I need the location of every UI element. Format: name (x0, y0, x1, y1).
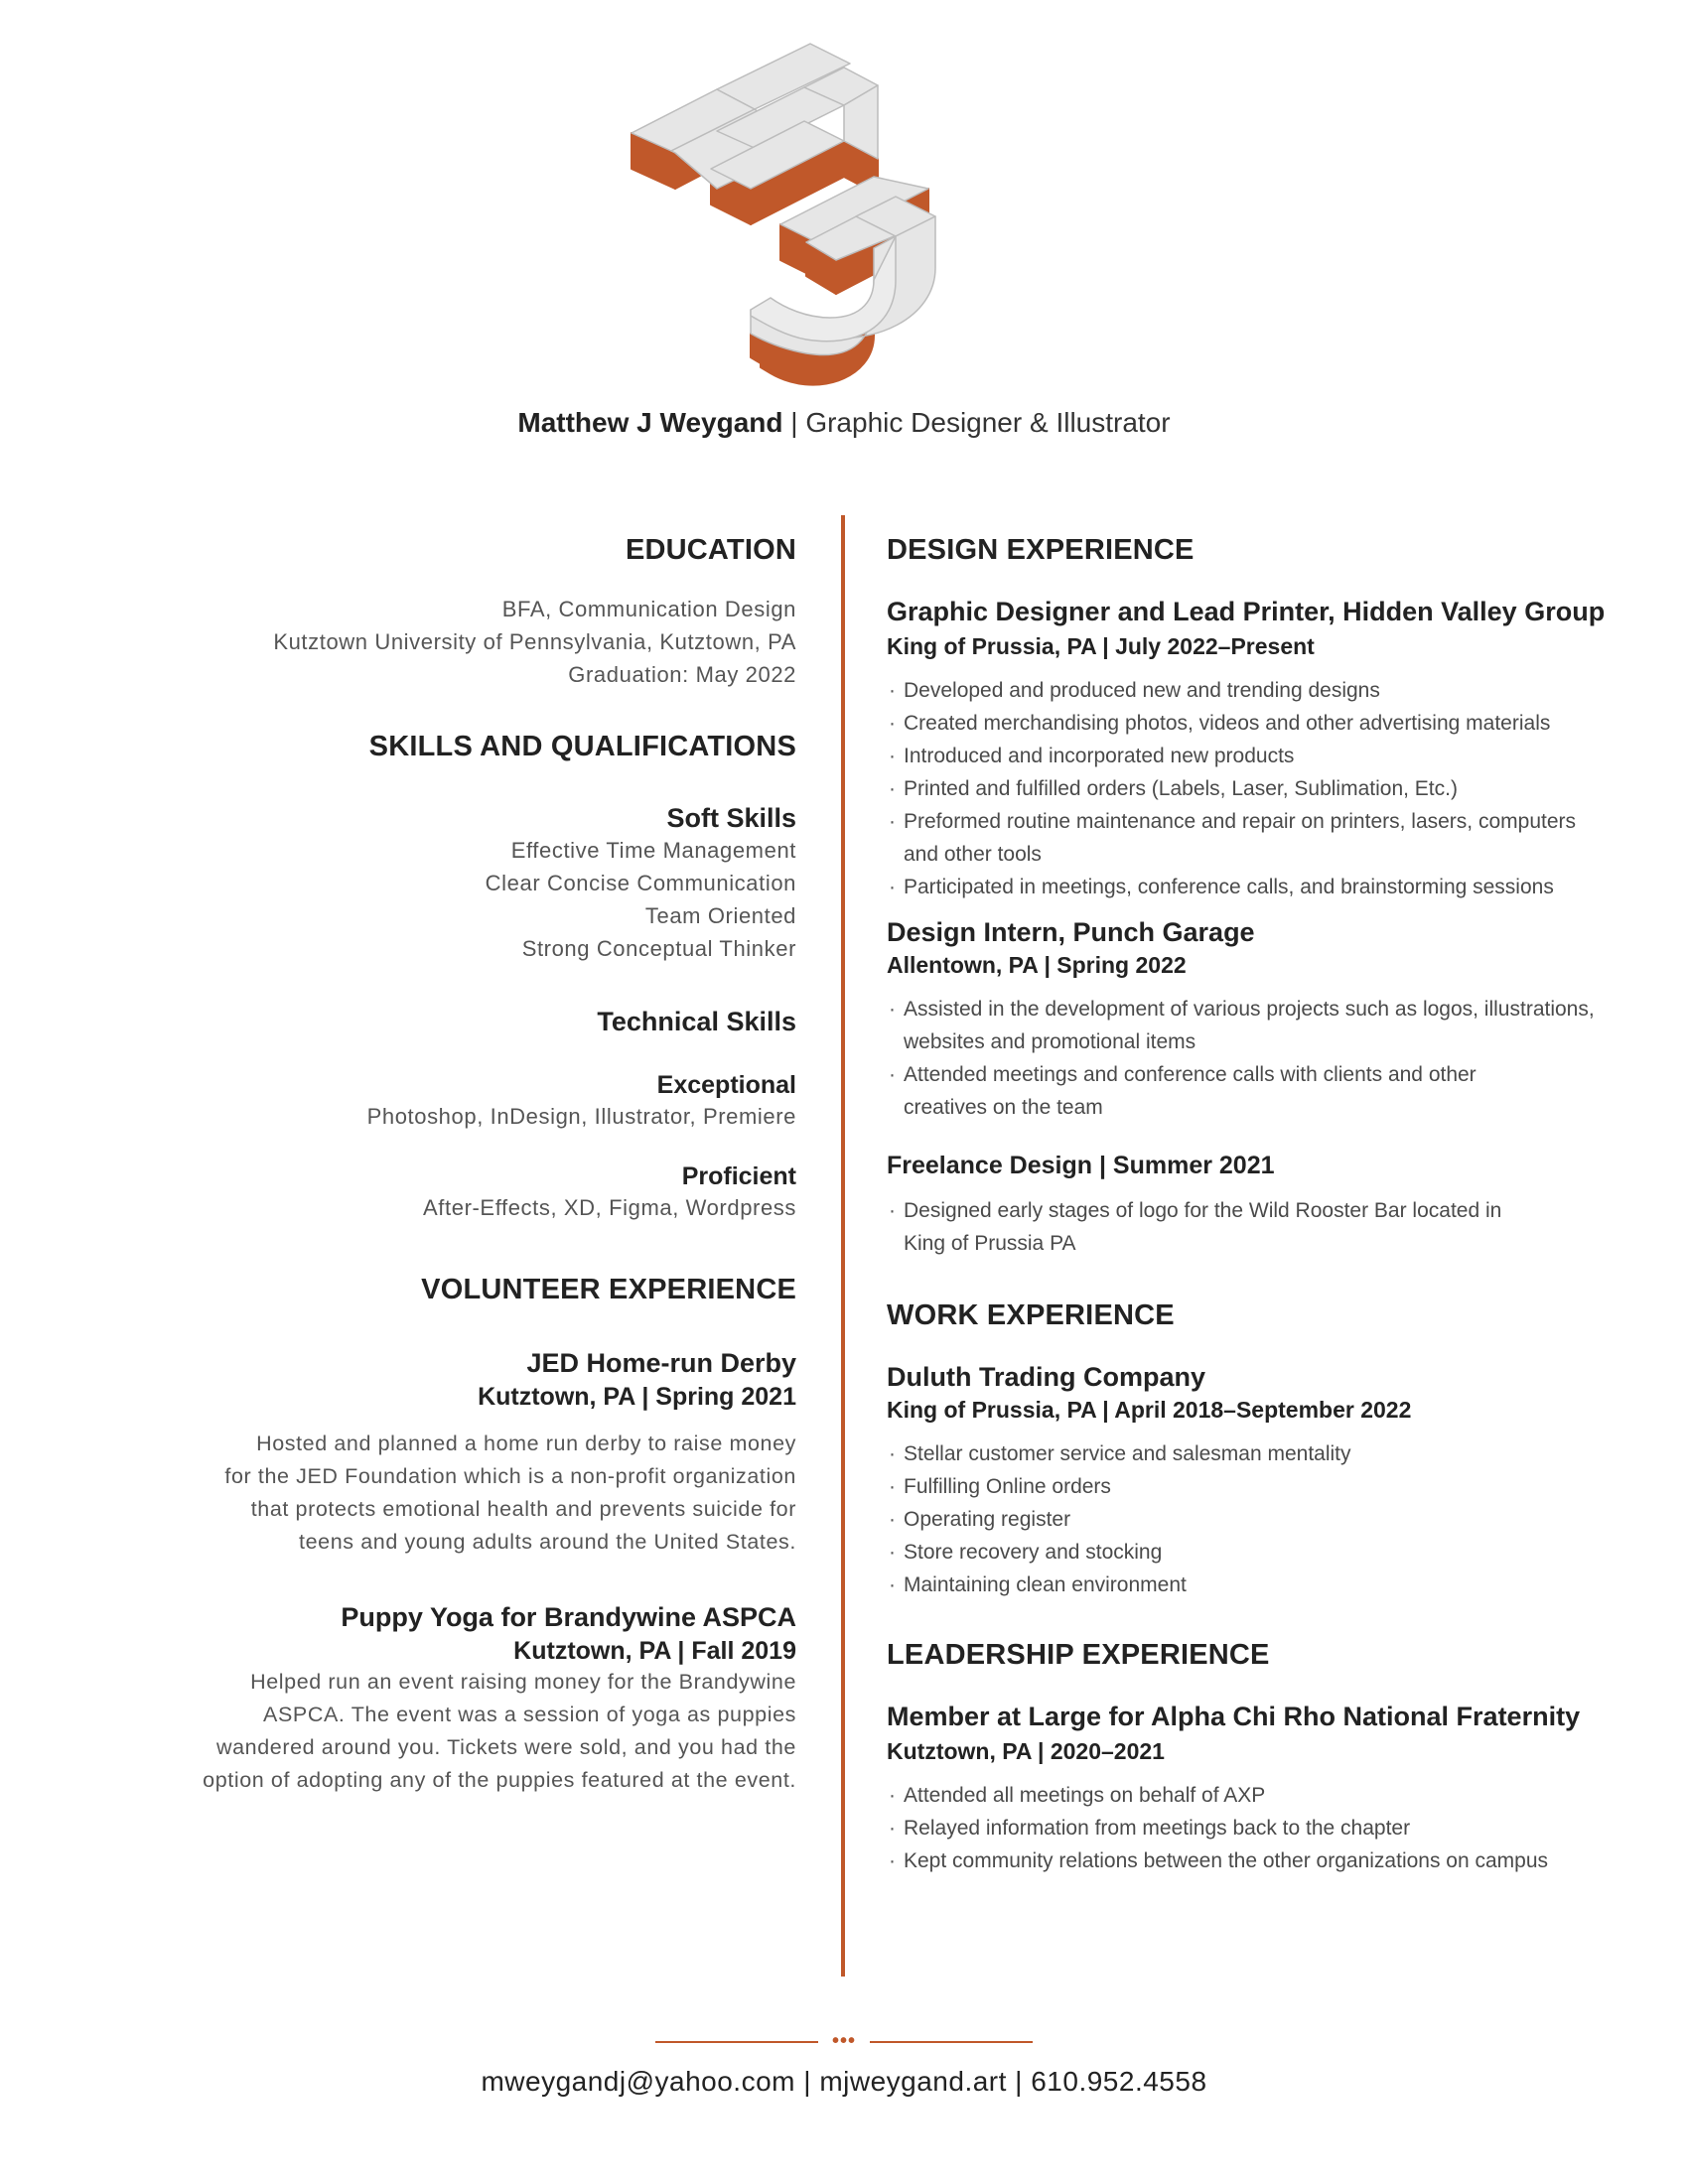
volunteer-item (149, 1348, 796, 1559)
work-experience-section (887, 1299, 1621, 1601)
job-bullet: · Introduced and incorporated new products (887, 740, 1621, 772)
job-entry (887, 597, 1621, 903)
design-experience-heading: DESIGN EXPERIENCE (887, 534, 1195, 566)
footer-rule-left (655, 2041, 818, 2043)
leadership-experience-section (887, 1639, 1621, 1877)
footer-rule-right (870, 2041, 1033, 2043)
job-bullet: · Stellar customer service and salesman mentality (887, 1437, 1621, 1470)
volunteer-desc-line: for the JED Foundation which is a non-profit organization (224, 1464, 796, 1488)
contact-line: mweygandj@yahoo.com | mjweygand.art | 610.952.4558 (481, 2066, 1207, 2097)
soft-skill-item: Strong Conceptual Thinker (521, 936, 796, 961)
job-bullet: · Participated in meetings, conference calls, and brainstorming sessions (887, 871, 1621, 903)
headline-separator: | (782, 407, 806, 438)
job-title: Member at Large for Alpha Chi Rho National Fraternity (887, 1702, 1581, 1731)
volunteer-desc-line: that protects emotional health and prevents suicide for (250, 1497, 796, 1521)
job-bullets (887, 1779, 1621, 1877)
education-heading: EDUCATION (625, 534, 796, 566)
volunteer-desc-line: option of adopting any of the puppies featured at the event. (203, 1768, 796, 1792)
job-bullet: · Preformed routine maintenance and repair on printers, lasers, computers and other tools (887, 805, 1621, 871)
volunteer-title: JED Home-run Derby (526, 1348, 796, 1378)
volunteer-section (149, 1274, 796, 1797)
exceptional-skills: Photoshop, InDesign, Illustrator, Premiere (366, 1104, 796, 1129)
person-title: Graphic Designer & Illustrator (805, 407, 1171, 438)
education-degree: BFA, Communication Design (501, 597, 796, 621)
job-bullet: · Kept community relations between the other organizations on campus (887, 1844, 1621, 1877)
job-bullets (887, 1437, 1621, 1601)
exceptional-heading: Exceptional (656, 1071, 796, 1099)
job-bullet: · Fulfilling Online orders (887, 1470, 1621, 1503)
work-experience-heading: WORK EXPERIENCE (887, 1299, 1175, 1331)
job-bullet: · Operating register (887, 1503, 1621, 1536)
job-bullet: · Printed and fulfilled orders (Labels, Laser, Sublimation, Etc.) (887, 772, 1621, 805)
job-location: King of Prussia, PA | April 2018–September 2022 (887, 1397, 1412, 1423)
job-bullet: · Developed and produced new and trending designs (887, 674, 1621, 707)
job-bullet: · Attended meetings and conference calls with clients and other creatives on the team (887, 1058, 1621, 1124)
leadership-experience-heading: LEADERSHIP EXPERIENCE (887, 1639, 1270, 1671)
volunteer-location: Kutztown, PA | Spring 2021 (478, 1383, 796, 1411)
soft-skills-heading: Soft Skills (666, 803, 796, 833)
job-location: Allentown, PA | Spring 2022 (887, 952, 1187, 978)
mj-monogram-logo (576, 20, 1092, 397)
job-location: King of Prussia, PA | July 2022–Present (887, 633, 1315, 659)
skills-section (149, 731, 796, 1224)
proficient-heading: Proficient (681, 1162, 796, 1190)
soft-skill-item: Effective Time Management (510, 838, 796, 863)
job-bullet: · Attended all meetings on behalf of AXP (887, 1779, 1621, 1812)
education-school: Kutztown University of Pennsylvania, Kutztown, PA (273, 629, 796, 654)
volunteer-desc-line: teens and young adults around the United States. (299, 1530, 796, 1554)
skills-heading: SKILLS AND QUALIFICATIONS (368, 731, 796, 762)
design-experience-section (887, 534, 1621, 1260)
name-headline (0, 407, 1688, 439)
volunteer-title: Puppy Yoga for Brandywine ASPCA (341, 1602, 796, 1632)
technical-skills-heading: Technical Skills (597, 1007, 796, 1036)
education-section (149, 534, 796, 691)
job-bullet: · Designed early stages of logo for the Wild Rooster Bar located in King of Prussia PA (887, 1194, 1621, 1260)
job-title: Design Intern, Punch Garage (887, 917, 1255, 947)
job-bullet: · Maintaining clean environment (887, 1569, 1621, 1601)
job-title: Graphic Designer and Lead Printer, Hidden Valley Group (887, 597, 1606, 626)
job-entry (887, 1152, 1621, 1260)
person-name: Matthew J Weygand (517, 407, 783, 438)
job-bullets (887, 1194, 1621, 1260)
job-bullets (887, 993, 1621, 1124)
volunteer-heading: VOLUNTEER EXPERIENCE (421, 1274, 796, 1305)
job-bullets (887, 674, 1621, 903)
soft-skill-item: Team Oriented (644, 903, 796, 928)
right-column (887, 534, 1621, 1877)
left-column (149, 534, 796, 1797)
job-entry (887, 917, 1621, 1124)
footer-dots: ••• (831, 2030, 856, 2052)
proficient-skills: After-Effects, XD, Figma, Wordpress (423, 1195, 796, 1220)
education-graduation: Graduation: May 2022 (568, 662, 796, 687)
job-title: Freelance Design | Summer 2021 (887, 1152, 1275, 1179)
volunteer-location: Kutztown, PA | Fall 2019 (513, 1637, 796, 1665)
volunteer-item (149, 1602, 796, 1797)
job-bullet: · Created merchandising photos, videos and other advertising materials (887, 707, 1621, 740)
job-location: Kutztown, PA | 2020–2021 (887, 1738, 1165, 1764)
job-title: Duluth Trading Company (887, 1362, 1205, 1392)
volunteer-desc-line: Helped run an event raising money for the Brandywine (250, 1670, 796, 1694)
job-bullet: · Relayed information from meetings back to the chapter (887, 1812, 1621, 1844)
vertical-divider (841, 515, 845, 1977)
soft-skill-item: Clear Concise Communication (485, 871, 796, 895)
job-bullet: · Assisted in the development of various projects such as logos, illustrations, websites and promotional items (887, 993, 1621, 1058)
volunteer-desc-line: Hosted and planned a home run derby to raise money (256, 1432, 796, 1455)
volunteer-desc-line: wandered around you. Tickets were sold, and you had the (216, 1735, 796, 1759)
volunteer-desc-line: ASPCA. The event was a session of yoga as puppies (263, 1703, 796, 1726)
job-bullet: · Store recovery and stocking (887, 1536, 1621, 1569)
